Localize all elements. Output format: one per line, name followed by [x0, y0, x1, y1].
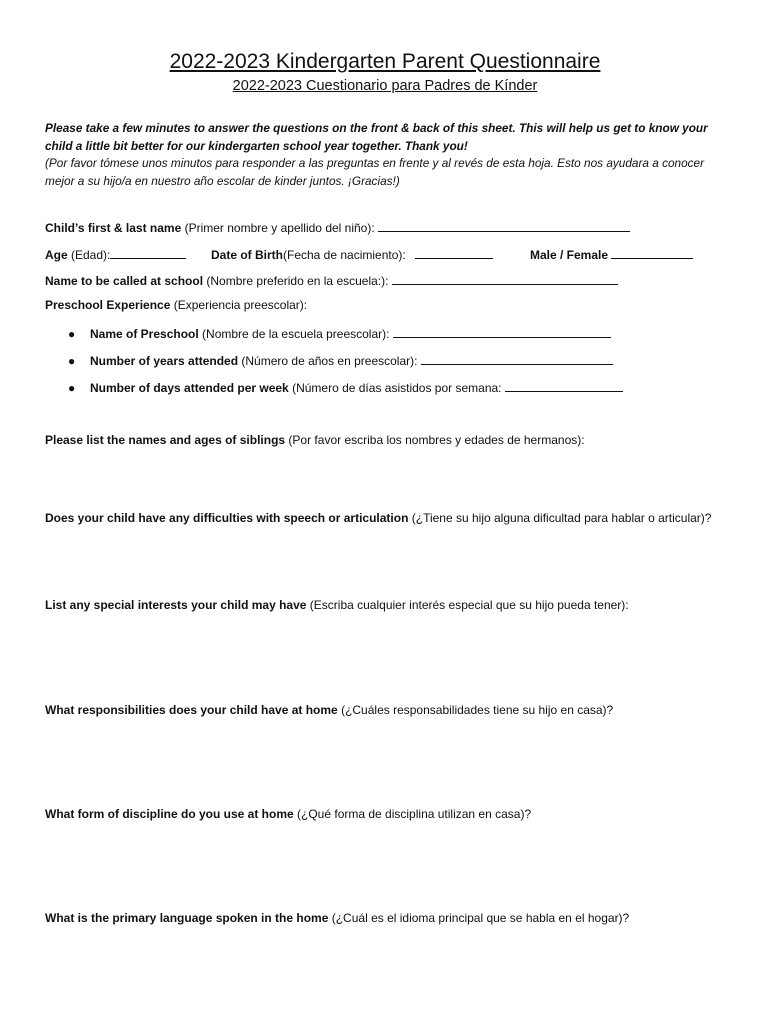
intro-spanish: (Por favor tómese unos minutos para responder a las preguntas en frente y al revés de esta hoja. Esto nos ayudara a conocer mejor a su hijo/a en nuestro año escolar de kinder juntos. ¡Gracias!)	[45, 156, 705, 188]
preschool-name-field[interactable]	[393, 326, 611, 338]
bullet-icon: ●	[68, 327, 76, 341]
question-discipline: What form of discipline do you use at home (¿Qué forma de disciplina utilizan en casa)?	[45, 807, 532, 821]
bullet-icon: ●	[68, 381, 76, 395]
document-subtitle: 2022-2023 Cuestionario para Padres de Kínder	[232, 78, 538, 94]
preschool-item: ● Name of Preschool (Nombre de la escuela preescolar):	[68, 326, 611, 341]
child-name-field[interactable]	[378, 220, 630, 232]
dob-field[interactable]	[415, 247, 493, 259]
dob-label: Date of Birth	[211, 248, 283, 262]
sex-label: Male / Female	[530, 248, 609, 262]
years-attended-field[interactable]	[421, 353, 613, 365]
question-responsibilities: What responsibilities does your child have at home (¿Cuáles responsabilidades tiene su hijo en casa)?	[45, 703, 614, 717]
age-field[interactable]	[110, 247, 186, 259]
called-name-row	[45, 273, 618, 288]
dob-es: (Fecha de nacimiento):	[283, 248, 406, 262]
days-attended-field[interactable]	[505, 380, 623, 392]
sex-field[interactable]	[611, 247, 693, 259]
age-row	[45, 247, 186, 262]
age-es: (Edad):	[67, 248, 111, 262]
called-name-label: Name to be called at school	[45, 274, 204, 288]
sex-row	[530, 247, 693, 262]
preschool-label: Preschool Experience	[45, 298, 171, 312]
question-language: What is the primary language spoken in the home (¿Cuál es el idioma principal que se habla en el hogar)?	[45, 911, 630, 925]
preschool-row	[45, 298, 307, 312]
question-interests: List any special interests your child may have (Escriba cualquier interés especial que su hijo pueda tener):	[45, 598, 629, 612]
question-siblings: Please list the names and ages of siblings (Por favor escriba los nombres y edades de hermanos):	[45, 433, 585, 447]
document-title: 2022-2023 Kindergarten Parent Questionnaire	[169, 50, 601, 73]
child-name-label: Child’s first & last name	[45, 221, 182, 235]
bullet-icon: ●	[68, 354, 76, 368]
dob-row	[211, 247, 493, 262]
child-name-es: (Primer nombre y apellido del niño):	[181, 221, 375, 235]
age-label: Age	[45, 248, 68, 262]
question-speech: Does your child have any difficulties with speech or articulation (¿Tiene su hijo alguna dificultad para hablar o articular)?	[45, 511, 712, 525]
preschool-es: (Experiencia preescolar):	[170, 298, 308, 312]
child-name-row	[45, 220, 630, 235]
called-name-field[interactable]	[392, 273, 618, 285]
preschool-item: ● Number of days attended per week (Número de días asistidos por semana:	[68, 380, 623, 395]
called-name-es: (Nombre preferido en la escuela:):	[203, 274, 389, 288]
intro-english: Please take a few minutes to answer the questions on the front & back of this sheet. This will help us get to know your child a little bit better for our kindergarten school year together. Thank you!	[45, 121, 708, 153]
preschool-item: ● Number of years attended (Número de años en preescolar):	[68, 353, 613, 368]
intro-instructions	[45, 120, 725, 190]
